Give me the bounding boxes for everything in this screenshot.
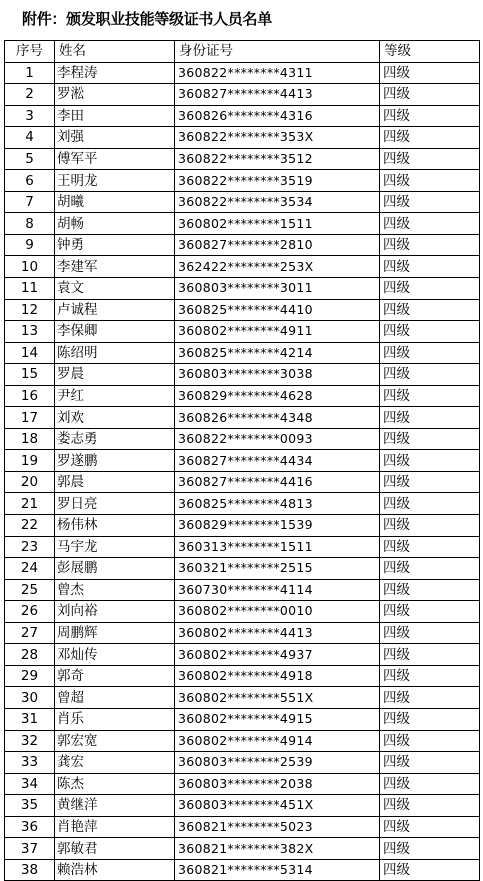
- serial-number-cell: 6: [5, 170, 55, 192]
- name-cell: 刘强: [55, 127, 175, 149]
- id-number-cell: 360821********5314: [175, 859, 380, 881]
- level-cell: 四级: [380, 687, 480, 709]
- name-cell: 罗遂鹏: [55, 450, 175, 472]
- serial-number-cell: 3: [5, 105, 55, 127]
- serial-number-cell: 4: [5, 127, 55, 149]
- id-number-cell: 360826********4348: [175, 407, 380, 429]
- table-row: [5, 364, 480, 386]
- serial-number-cell: 19: [5, 450, 55, 472]
- name-cell: 陈绍明: [55, 342, 175, 364]
- level-cell: 四级: [380, 84, 480, 106]
- serial-number-cell: 20: [5, 471, 55, 493]
- name-cell: 周鹏辉: [55, 622, 175, 644]
- serial-number-cell: 15: [5, 364, 55, 386]
- serial-number-cell: 34: [5, 773, 55, 795]
- id-number-cell: 360802********4918: [175, 665, 380, 687]
- serial-number-cell: 38: [5, 859, 55, 881]
- level-cell: 四级: [380, 622, 480, 644]
- level-cell: 四级: [380, 321, 480, 343]
- table-row: [5, 278, 480, 300]
- table-row: [5, 450, 480, 472]
- id-number-cell: 360803********3038: [175, 364, 380, 386]
- level-cell: 四级: [380, 105, 480, 127]
- level-cell: 四级: [380, 665, 480, 687]
- id-number-cell: 360829********4628: [175, 385, 380, 407]
- id-number-cell: 360803********451X: [175, 795, 380, 817]
- level-cell: 四级: [380, 428, 480, 450]
- name-cell: 龚宏: [55, 752, 175, 774]
- name-cell: 罗日亮: [55, 493, 175, 515]
- id-number-cell: 360822********353X: [175, 127, 380, 149]
- table-row: [5, 708, 480, 730]
- level-cell: 四级: [380, 579, 480, 601]
- level-cell: 四级: [380, 859, 480, 881]
- serial-number-cell: 23: [5, 536, 55, 558]
- id-number-cell: 360827********4434: [175, 450, 380, 472]
- level-cell: 四级: [380, 256, 480, 278]
- id-number-cell: 360825********4410: [175, 299, 380, 321]
- level-cell: 四级: [380, 730, 480, 752]
- level-cell: 四级: [380, 493, 480, 515]
- table-row: [5, 558, 480, 580]
- level-cell: 四级: [380, 342, 480, 364]
- name-cell: 肖艳萍: [55, 816, 175, 838]
- level-cell: 四级: [380, 816, 480, 838]
- level-cell: 四级: [380, 234, 480, 256]
- level-cell: 四级: [380, 601, 480, 623]
- name-cell: 郭敏君: [55, 838, 175, 860]
- name-cell: 王明龙: [55, 170, 175, 192]
- serial-number-cell: 26: [5, 601, 55, 623]
- serial-number-cell: 37: [5, 838, 55, 860]
- table-row: [5, 407, 480, 429]
- serial-number-cell: 22: [5, 515, 55, 537]
- header-name: 姓名: [55, 41, 175, 63]
- name-cell: 曾超: [55, 687, 175, 709]
- table-row: [5, 579, 480, 601]
- level-cell: 四级: [380, 515, 480, 537]
- id-number-cell: 360803********2539: [175, 752, 380, 774]
- id-number-cell: 360821********5023: [175, 816, 380, 838]
- id-number-cell: 360730********4114: [175, 579, 380, 601]
- id-number-cell: 360827********4416: [175, 471, 380, 493]
- serial-number-cell: 25: [5, 579, 55, 601]
- name-cell: 钟勇: [55, 234, 175, 256]
- name-cell: 马宇龙: [55, 536, 175, 558]
- name-cell: 胡曦: [55, 191, 175, 213]
- id-number-cell: 360826********4316: [175, 105, 380, 127]
- serial-number-cell: 17: [5, 407, 55, 429]
- name-cell: 郭晨: [55, 471, 175, 493]
- table-body: [5, 62, 480, 881]
- table-row: [5, 816, 480, 838]
- serial-number-cell: 33: [5, 752, 55, 774]
- table-row: [5, 515, 480, 537]
- name-cell: 陈杰: [55, 773, 175, 795]
- name-cell: 罗淞: [55, 84, 175, 106]
- name-cell: 李程涛: [55, 62, 175, 84]
- name-cell: 李田: [55, 105, 175, 127]
- level-cell: 四级: [380, 708, 480, 730]
- table-row: [5, 105, 480, 127]
- table-row: [5, 536, 480, 558]
- table-row: [5, 84, 480, 106]
- serial-number-cell: 13: [5, 321, 55, 343]
- id-number-cell: 360313********1511: [175, 536, 380, 558]
- name-cell: 胡畅: [55, 213, 175, 235]
- level-cell: 四级: [380, 62, 480, 84]
- serial-number-cell: 1: [5, 62, 55, 84]
- name-cell: 肖乐: [55, 708, 175, 730]
- id-number-cell: 360822********3534: [175, 191, 380, 213]
- name-cell: 刘向裕: [55, 601, 175, 623]
- serial-number-cell: 16: [5, 385, 55, 407]
- name-cell: 郭奇: [55, 665, 175, 687]
- name-cell: 邓灿传: [55, 644, 175, 666]
- level-cell: 四级: [380, 838, 480, 860]
- table-row: [5, 256, 480, 278]
- name-cell: 曾杰: [55, 579, 175, 601]
- table-row: [5, 191, 480, 213]
- table-row: [5, 385, 480, 407]
- table-row: [5, 601, 480, 623]
- header-level: 等级: [380, 41, 480, 63]
- table-row: [5, 859, 480, 881]
- table-row: [5, 644, 480, 666]
- table-row: [5, 428, 480, 450]
- serial-number-cell: 18: [5, 428, 55, 450]
- table-row: [5, 752, 480, 774]
- serial-number-cell: 32: [5, 730, 55, 752]
- table-row: [5, 148, 480, 170]
- serial-number-cell: 35: [5, 795, 55, 817]
- table-row: [5, 795, 480, 817]
- table-row: [5, 342, 480, 364]
- table-row: [5, 127, 480, 149]
- id-number-cell: 360803********3011: [175, 278, 380, 300]
- certificate-list-table: [4, 40, 480, 881]
- id-number-cell: 360827********2810: [175, 234, 380, 256]
- level-cell: 四级: [380, 127, 480, 149]
- document-title: 附件：颁发职业技能等级证书人员名单: [22, 10, 272, 28]
- level-cell: 四级: [380, 148, 480, 170]
- serial-number-cell: 5: [5, 148, 55, 170]
- table-row: [5, 838, 480, 860]
- serial-number-cell: 9: [5, 234, 55, 256]
- name-cell: 彭展鹏: [55, 558, 175, 580]
- table-row: [5, 493, 480, 515]
- id-number-cell: 360827********4413: [175, 84, 380, 106]
- id-number-cell: 360822********3512: [175, 148, 380, 170]
- id-number-cell: 360802********1511: [175, 213, 380, 235]
- table-row: [5, 62, 480, 84]
- serial-number-cell: 12: [5, 299, 55, 321]
- serial-number-cell: 27: [5, 622, 55, 644]
- level-cell: 四级: [380, 191, 480, 213]
- name-cell: 黄继洋: [55, 795, 175, 817]
- level-cell: 四级: [380, 773, 480, 795]
- table-row: [5, 665, 480, 687]
- serial-number-cell: 30: [5, 687, 55, 709]
- name-cell: 卢诚程: [55, 299, 175, 321]
- table-row: [5, 773, 480, 795]
- name-cell: 尹红: [55, 385, 175, 407]
- name-cell: 郭宏宽: [55, 730, 175, 752]
- serial-number-cell: 21: [5, 493, 55, 515]
- id-number-cell: 360321********2515: [175, 558, 380, 580]
- serial-number-cell: 7: [5, 191, 55, 213]
- serial-number-cell: 28: [5, 644, 55, 666]
- level-cell: 四级: [380, 364, 480, 386]
- serial-number-cell: 2: [5, 84, 55, 106]
- level-cell: 四级: [380, 213, 480, 235]
- serial-number-cell: 14: [5, 342, 55, 364]
- serial-number-cell: 31: [5, 708, 55, 730]
- name-cell: 袁文: [55, 278, 175, 300]
- table-row: [5, 730, 480, 752]
- table-row: [5, 234, 480, 256]
- name-cell: 罗晨: [55, 364, 175, 386]
- id-number-cell: 360802********4915: [175, 708, 380, 730]
- id-number-cell: 360802********4413: [175, 622, 380, 644]
- level-cell: 四级: [380, 644, 480, 666]
- name-cell: 李建军: [55, 256, 175, 278]
- id-number-cell: 360825********4214: [175, 342, 380, 364]
- level-cell: 四级: [380, 170, 480, 192]
- serial-number-cell: 29: [5, 665, 55, 687]
- table-row: [5, 622, 480, 644]
- serial-number-cell: 8: [5, 213, 55, 235]
- id-number-cell: 360803********2038: [175, 773, 380, 795]
- table-row: [5, 471, 480, 493]
- level-cell: 四级: [380, 299, 480, 321]
- level-cell: 四级: [380, 278, 480, 300]
- header-id-number: 身份证号: [175, 41, 380, 63]
- serial-number-cell: 11: [5, 278, 55, 300]
- name-cell: 赖浩林: [55, 859, 175, 881]
- level-cell: 四级: [380, 450, 480, 472]
- level-cell: 四级: [380, 471, 480, 493]
- id-number-cell: 360822********4311: [175, 62, 380, 84]
- table-row: [5, 170, 480, 192]
- id-number-cell: 360825********4813: [175, 493, 380, 515]
- name-cell: 杨伟林: [55, 515, 175, 537]
- level-cell: 四级: [380, 385, 480, 407]
- id-number-cell: 360802********4937: [175, 644, 380, 666]
- id-number-cell: 362422********253X: [175, 256, 380, 278]
- id-number-cell: 360822********3519: [175, 170, 380, 192]
- level-cell: 四级: [380, 536, 480, 558]
- id-number-cell: 360802********4911: [175, 321, 380, 343]
- id-number-cell: 360829********1539: [175, 515, 380, 537]
- level-cell: 四级: [380, 752, 480, 774]
- name-cell: 娄志勇: [55, 428, 175, 450]
- header-serial-number: 序号: [5, 41, 55, 63]
- id-number-cell: 360821********382X: [175, 838, 380, 860]
- table-row: [5, 213, 480, 235]
- level-cell: 四级: [380, 558, 480, 580]
- name-cell: 李保卿: [55, 321, 175, 343]
- serial-number-cell: 24: [5, 558, 55, 580]
- id-number-cell: 360802********551X: [175, 687, 380, 709]
- name-cell: 刘欢: [55, 407, 175, 429]
- id-number-cell: 360802********0010: [175, 601, 380, 623]
- table-row: [5, 299, 480, 321]
- table-row: [5, 687, 480, 709]
- id-number-cell: 360822********0093: [175, 428, 380, 450]
- level-cell: 四级: [380, 795, 480, 817]
- table-header-row: [5, 41, 480, 63]
- id-number-cell: 360802********4914: [175, 730, 380, 752]
- name-cell: 傅军平: [55, 148, 175, 170]
- serial-number-cell: 10: [5, 256, 55, 278]
- table-row: [5, 321, 480, 343]
- level-cell: 四级: [380, 407, 480, 429]
- serial-number-cell: 36: [5, 816, 55, 838]
